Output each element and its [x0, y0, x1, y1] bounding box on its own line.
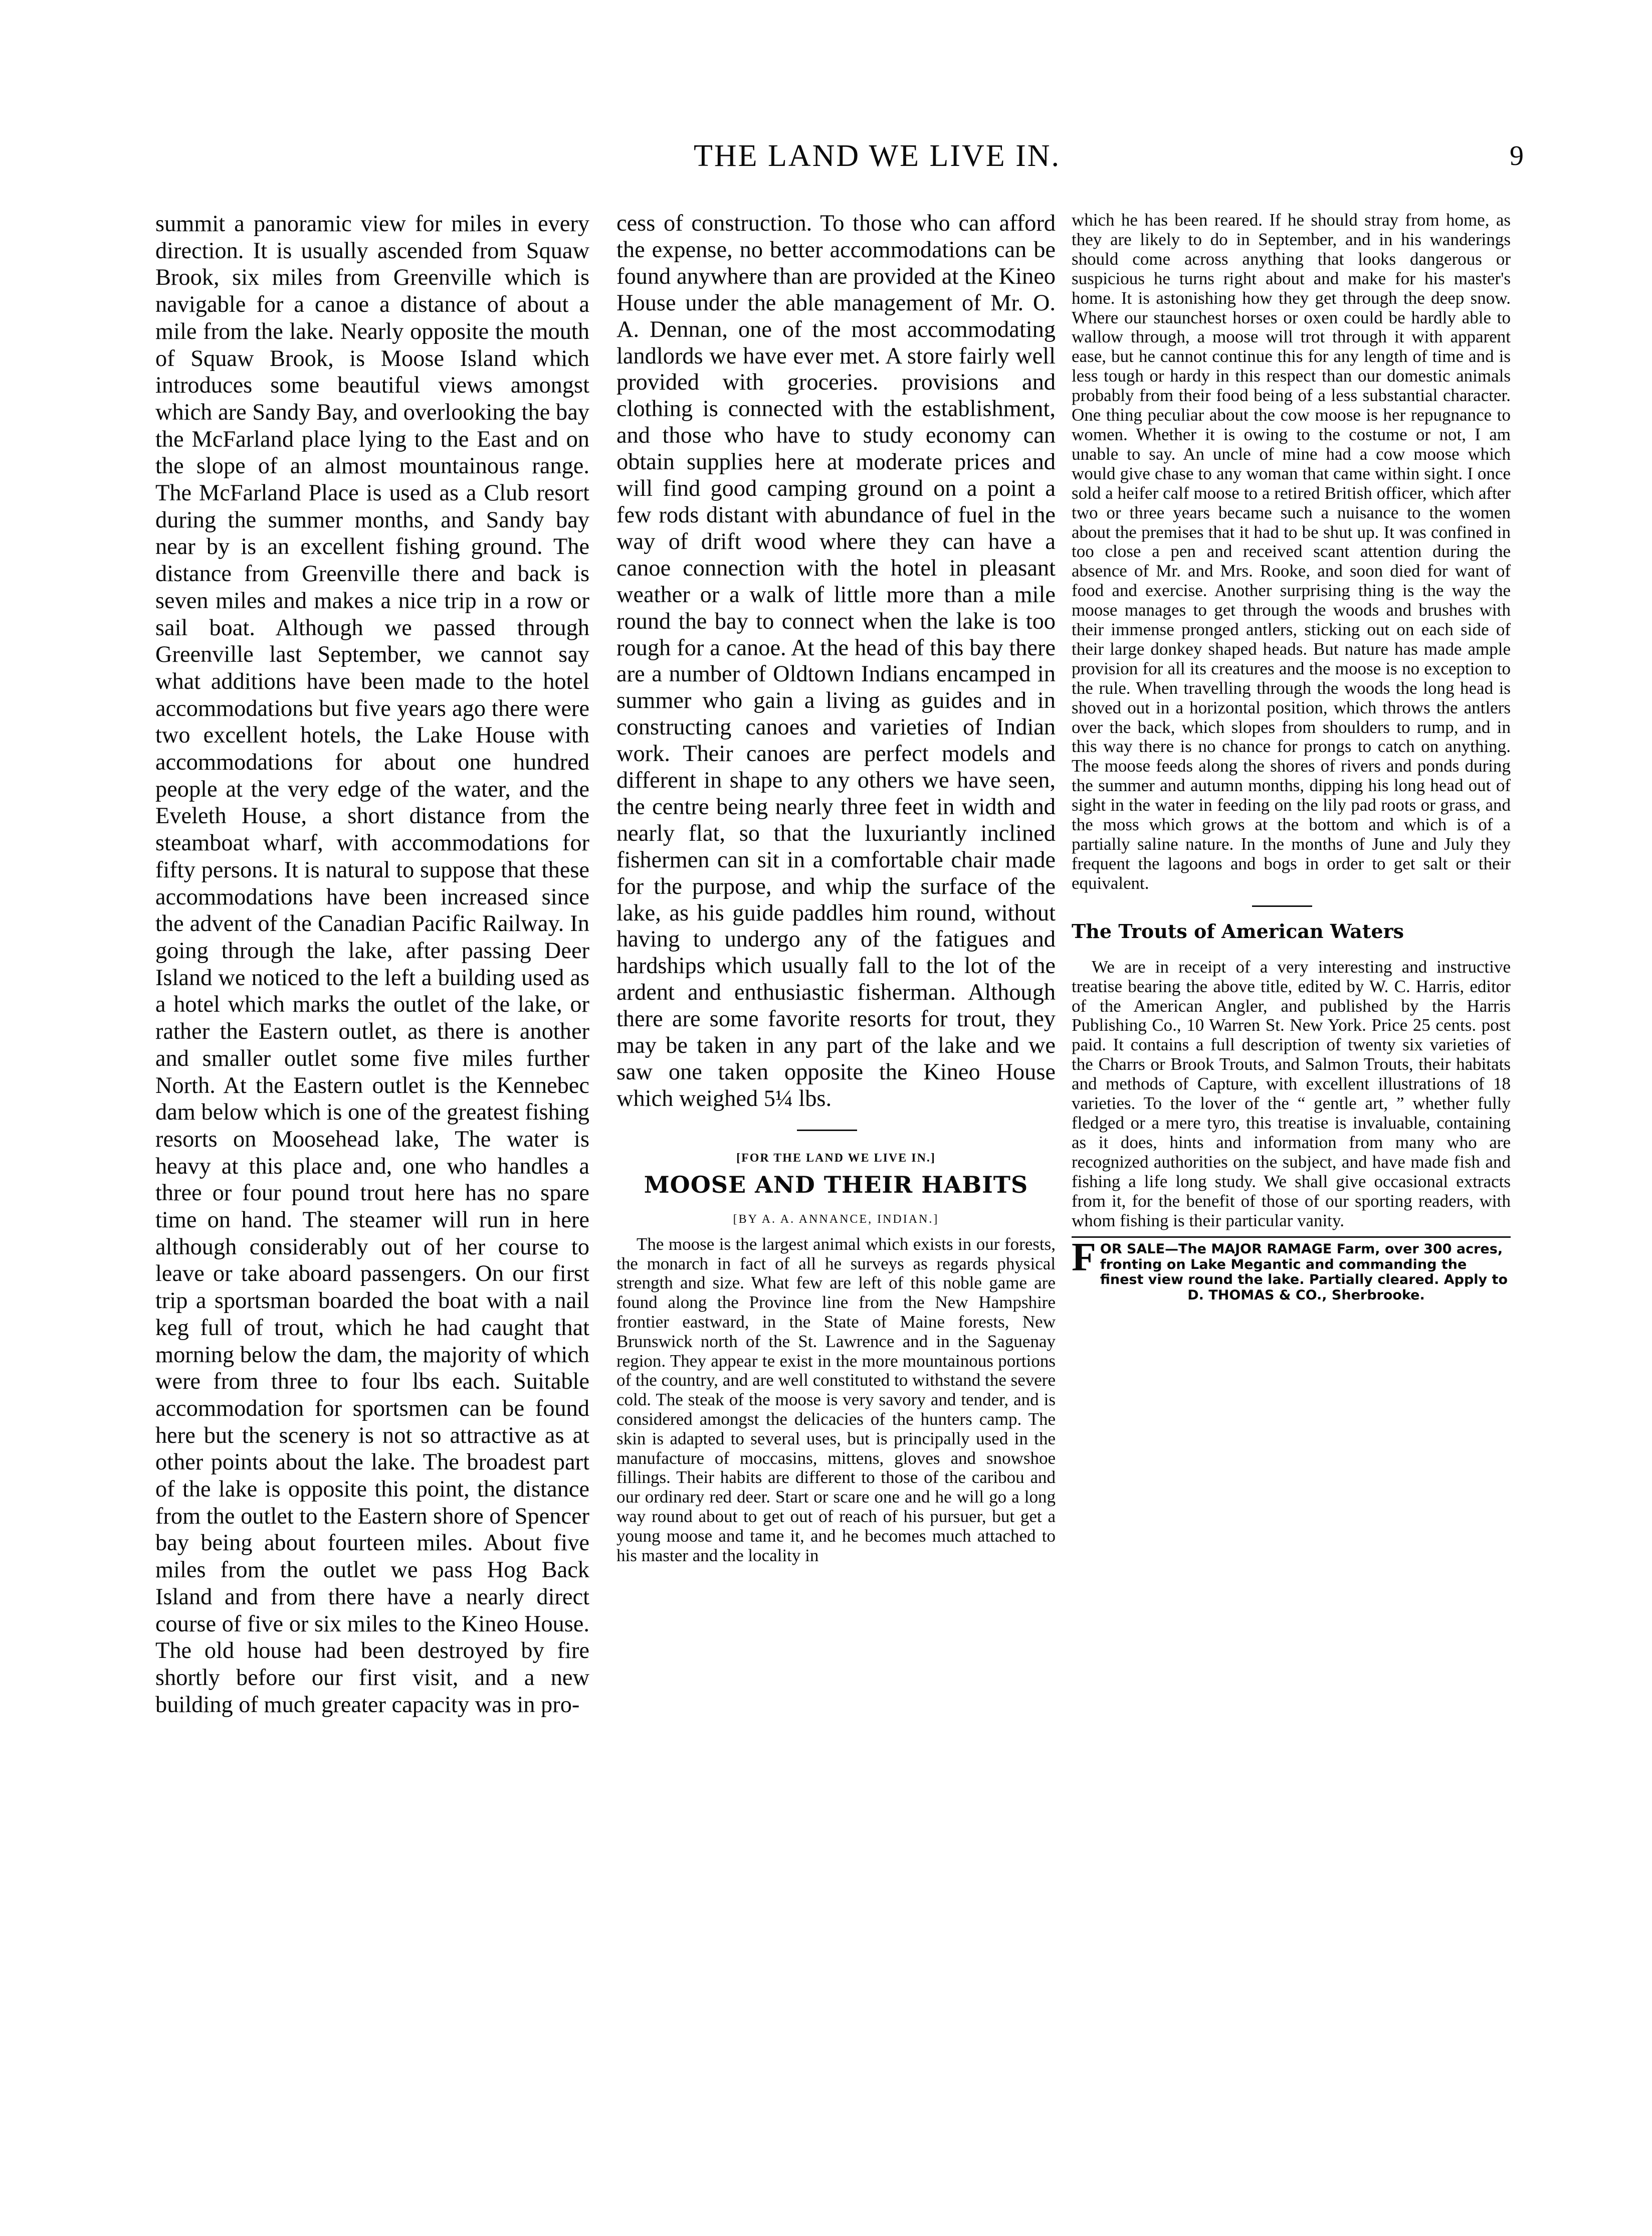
page-number: 9 — [1510, 140, 1524, 171]
article-headline-moose: MOOSE AND THEIR HABITS — [644, 1171, 1028, 1198]
article-kicker: [FOR THE LAND WE LIVE IN.] — [736, 1151, 936, 1165]
column-2 — [616, 211, 1056, 1565]
article-headline-trouts: The Trouts of American Waters — [1072, 919, 1404, 943]
article-text-trouts: We are in receipt of a very interesting and instructive treatise bearing the above title, edited by W. C. Harris, editor of the American Angler, and published by the Harris Publishing Co., 10 Warren St. New York. Price 25 cents. post paid. It contains a full description of twenty six varieties of the Charrs or Brook Trouts, and Salmon Trouts, their habitats and methods of Capture, with excellent illustrations of 18 varieties. To the lover of the “ gentle art, ” whether fully fledged or a mere tyro, this treatise is invaluable, containing as it does, hints and information from many who are recognized authorities on the subject, and have made fish and fishing a life long study. We shall give occasional extracts from it, for the benefit of those of our sporting readers, with whom fishing is their particular vanity. — [1072, 957, 1511, 1230]
ad-signature: D. THOMAS & CO., Sherbrooke. — [1187, 1287, 1425, 1303]
article-text-moose: The moose is the largest animal which exists in our forests, the monarch in fact of all he surveys as regards physical strength and size. What few are left of this noble game are found along the Province line from the New Hampshire frontier eastward, in the State of Maine forests, New Brunswick north of the St. Lawrence and in the Saguenay region. They appear te exist in the more mountainous portions of the country, and are well constituted to withstand the severe cold. The steak of the moose is very savory and tender, and is considered amongst the delicacies of the hunters camp. The skin is adapted to several uses, but is principally used in the manufacture of moccasins, mittens, gloves and snowshoe fillings. Their habits are different to those of the caribou and our ordinary red deer. Start or scare one and he will go a long way round about to get out of reach of his pursuer, but get a young moose and tame it, and he becomes much attached to his master and the locality in — [616, 1234, 1056, 1565]
section-separator — [1072, 893, 1511, 918]
column-3 — [1072, 211, 1511, 1303]
page-title: THE LAND WE LIVE IN. — [693, 139, 1061, 173]
classified-ad — [1072, 1235, 1511, 1303]
column-2-text: cess of construction. To those who can afford the expense, no better accommodations can be found anywhere than are provided at the Kineo House under the able management of Mr. O. A. Dennan, one of the most accommodating landlords we have ever met. A store fairly well provided with groceries. provisions and clothing is connected with the establishment, and those who have to study economy can obtain supplies here at moderate prices and will find good camping ground on a point a few rods distant with abundance of fuel in the way of drift wood where they can have a canoe connection with the hotel in pleasant weather or a walk of little more than a mile round the bay to connect when the lake is too rough for a canoe. At the head of this bay there are a number of Oldtown Indians encamped in summer who gain a living as guides and in constructing canoes and varieties of Indian work. Their canoes are perfect models and different in shape to any others we have seen, the centre being nearly three feet in width and nearly flat, so that the luxuriantly inclined fishermen can sit in a comfortable chair made for the purpose, and whip the surface of the lake, as his guide paddles him round, without having to undergo any of the fatigues and hardships which usually fall to the lot of the ardent and enthusiastic fisherman. Although there are some favorite resorts for trout, they may be taken in any part of the lake and we saw one taken opposite the Kineo House which weighed 5¼ lbs. — [616, 211, 1056, 1111]
column-1 — [155, 211, 589, 1718]
ad-text: OR SALE—The MAJOR RAMAGE Farm, over 300 acres, fronting on Lake Megantic and commanding the finest view round the lake. Partially cleared. Apply to — [1100, 1241, 1508, 1288]
ad-divider — [1072, 1236, 1511, 1238]
section-separator — [616, 1112, 1056, 1148]
column-3-text: which he has been reared. If he should stray from home, as they are likely to do in September, and in his wanderings should come across anything that looks dangerous or suspicious he turns right about and make for his master's home. It is astonishing how they get through the deep snow. Where our staunchest horses or oxen could be hardly able to wallow through, a moose will trot through it with apparent ease, but he cannot continue this for any length of time and is less tough or hardy in this respect than our domestic animals probably from their food being of a less substantial character. One thing peculiar about the cow moose is her repugnance to women. Whether it is owing to the costume or not, I am unable to say. An uncle of mine had a cow moose which would give chase to any woman that came within sight. I once sold a heifer calf moose to a retired British officer, which after two or three years became such a nuisance to the women about the premises that it had to be shut up. It was confined in too close a pen and received scant attention during the absence of Mr. and Mrs. Rooke, and soon died for want of food and exercise. Another surprising thing is the way the moose manages to get through the woods and brushes with their immense pronged antlers, sticking out on each side of their large donkey shaped heads. But nature has made ample provision for all its creatures and the moose is no exception to the rule. When travelling through the woods the long head is shoved out in a horizontal position, which throws the antlers over the back, which slopes from shoulders to rump, and in this way there is no chance for prongs to catch on anything. The moose feeds along the shores of rivers and ponds during the summer and autumn months, dipping his long head out of sight in the water in feeding on the lily pad roots or grass, and the moss which grows at the bottom and which is of a partially saline nature. In the months of June and July they frequent the lagoons and bogs in order to get salt or their equivalent. — [1072, 210, 1511, 893]
ad-dropcap: F — [1072, 1235, 1096, 1280]
article-byline: [BY A. A. ANNANCE, INDIAN.] — [733, 1212, 939, 1226]
column-1-text: summit a panoramic view for miles in every direction. It is usually ascended from Squaw Brook, six miles from Greenville which is navigable for a canoe a distance of about a mile from the lake. Nearly opposite the mouth of Squaw Brook, is Moose Island which introduces some beautiful views amongst which are Sandy Bay, and overlooking the bay the McFarland place lying to the East and on the slope of an almost mountainous range. The McFarland Place is used as a Club resort during the summer months, and Sandy bay near by is an excellent fishing ground. The distance from Greenville there and back is seven miles and makes a nice trip in a row or sail boat. Although we passed through Greenville last September, we cannot say what additions have been made to the hotel accommodations but five years ago there were two excellent hotels, the Lake House with accommodations for about one hundred people at the very edge of the water, and the Eveleth House, a short distance from the steamboat wharf, with accommodations for fifty persons. It is natural to suppose that these accommodations have been increased since the advent of the Canadian Pacific Railway. In going through the lake, after passing Deer Island we noticed to the left a building used as a hotel which marks the outlet of the lake, or rather the Eastern outlet, as there is another and smaller outlet some five miles further North. At the Eastern outlet is the Kennebec dam below which is one of the greatest fishing resorts on Moosehead lake, The water is heavy at this place and, one who handles a three or four pound trout here has no spare time on hand. The steamer will run in here although considerably out of her course to leave or take aboard passengers. On our first trip a sportsman boarded the boat with a nail keg full of trout, which he had caught that morning below the dam, the majority of which were from three to four lbs each. Suitable accommodation for sportsmen can be found here but the scenery is not so attractive as at other points about the lake. The broadest part of the lake is opposite this point, the distance from the outlet to the Eastern shore of Spencer bay being about fourteen miles. About five miles from the outlet we pass Hog Back Island and from there have a nearly direct course of five or six miles to the Kineo House. The old house had been destroyed by fire shortly before our first visit, and a new building of much greater capacity was in pro- — [155, 211, 589, 1718]
